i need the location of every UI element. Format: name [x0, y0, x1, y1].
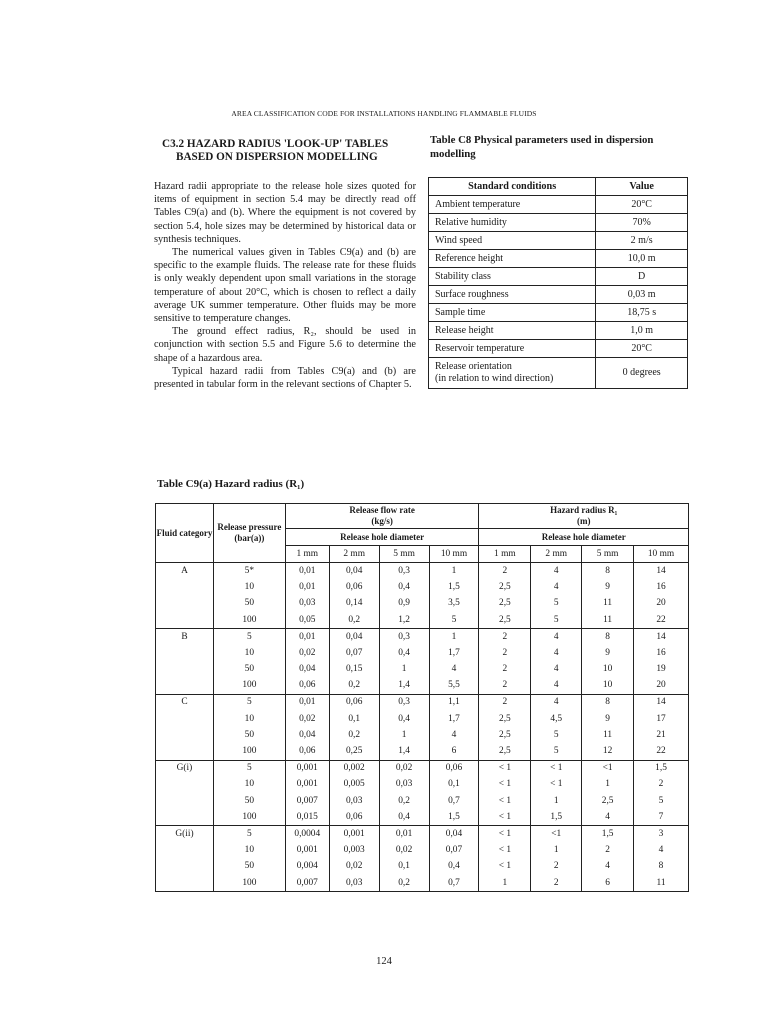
- hazard-radius-cell: <1: [531, 826, 582, 843]
- flow-rate-cell: 0,04: [329, 563, 379, 580]
- fluid-category-cell: [156, 727, 214, 743]
- header-flow-rate-line2: (kg/s): [371, 516, 393, 526]
- table-row: [156, 596, 689, 612]
- condition-cell: Release height: [429, 322, 596, 340]
- table-c8: [428, 177, 688, 389]
- pressure-cell: 10: [213, 580, 285, 596]
- hazard-radius-cell: 2,5: [479, 711, 531, 727]
- hazard-radius-cell: < 1: [479, 843, 531, 859]
- fluid-category-cell: [156, 875, 214, 892]
- fluid-category-cell: A: [156, 563, 214, 580]
- table-row: [429, 196, 688, 214]
- flow-rate-cell: 0,02: [329, 859, 379, 875]
- hazard-radius-cell: 8: [634, 859, 689, 875]
- flow-rate-cell: 1,2: [379, 612, 429, 629]
- flow-rate-cell: 0,007: [285, 793, 329, 809]
- flow-rate-cell: 0,4: [379, 809, 429, 826]
- hazard-radius-cell: 12: [582, 743, 634, 760]
- table-row: [429, 358, 688, 389]
- table-c9a: [155, 503, 689, 892]
- hazard-radius-cell: 11: [582, 612, 634, 629]
- hazard-radius-cell: 20: [634, 678, 689, 695]
- diameter-header: 1 mm: [479, 546, 531, 563]
- flow-rate-cell: 0,3: [379, 694, 429, 711]
- diameter-header: 5 mm: [379, 546, 429, 563]
- header-release-pressure: Release pressure (bar(a)): [213, 504, 285, 563]
- flow-rate-cell: 0,03: [329, 793, 379, 809]
- hazard-radius-cell: 2: [634, 777, 689, 793]
- table-row: [156, 662, 689, 678]
- body-text: [154, 180, 416, 391]
- table-row: [156, 580, 689, 596]
- hazard-radius-cell: 16: [634, 645, 689, 661]
- condition-line1: Release orientation: [435, 361, 512, 372]
- condition-cell: Reservoir temperature: [429, 340, 596, 358]
- hazard-radius-cell: < 1: [479, 760, 531, 777]
- hazard-radius-cell: 2: [479, 563, 531, 580]
- hazard-radius-cell: 5: [531, 727, 582, 743]
- table-row: [156, 678, 689, 695]
- hazard-radius-cell: 2: [531, 859, 582, 875]
- flow-rate-cell: 0,03: [285, 596, 329, 612]
- hazard-radius-cell: 2: [479, 645, 531, 661]
- table-row: [429, 322, 688, 340]
- condition-cell: Ambient temperature: [429, 196, 596, 214]
- pressure-cell: 100: [213, 875, 285, 892]
- hazard-radius-cell: 4: [634, 843, 689, 859]
- flow-rate-cell: 0,005: [329, 777, 379, 793]
- value-cell: 0,03 m: [596, 286, 688, 304]
- flow-rate-cell: 0,001: [285, 843, 329, 859]
- flow-rate-cell: 0,015: [285, 809, 329, 826]
- flow-rate-cell: 0,04: [285, 662, 329, 678]
- hazard-radius-cell: 10: [582, 678, 634, 695]
- flow-rate-cell: 0,1: [379, 859, 429, 875]
- hazard-radius-cell: 14: [634, 694, 689, 711]
- header-hazard-radius-line2: (m): [576, 516, 591, 526]
- table-c9a-body: [156, 563, 689, 892]
- table-row: [429, 214, 688, 232]
- hazard-radius-cell: 5: [531, 596, 582, 612]
- condition-cell: Sample time: [429, 304, 596, 322]
- hazard-radius-cell: < 1: [479, 793, 531, 809]
- header-hole-diameter: Release hole diameter: [479, 529, 689, 546]
- flow-rate-cell: 0,07: [429, 843, 479, 859]
- hazard-radius-cell: 5: [531, 612, 582, 629]
- pressure-cell: 10: [213, 711, 285, 727]
- hazard-radius-cell: 5: [531, 743, 582, 760]
- table-header-row: [429, 178, 688, 196]
- flow-rate-cell: 1: [379, 727, 429, 743]
- hazard-radius-cell: 11: [582, 727, 634, 743]
- table-row: [156, 826, 689, 843]
- flow-rate-cell: 0,001: [285, 760, 329, 777]
- pressure-cell: 5: [213, 694, 285, 711]
- flow-rate-cell: 0,4: [379, 711, 429, 727]
- flow-rate-cell: 0,001: [329, 826, 379, 843]
- hazard-radius-cell: 10: [582, 662, 634, 678]
- table-c8-body: [429, 196, 688, 358]
- hazard-radius-cell: 22: [634, 612, 689, 629]
- hazard-radius-cell: 4: [531, 662, 582, 678]
- hazard-radius-cell: 2,5: [479, 743, 531, 760]
- header-hazard-radius-line1: Hazard radius R₁: [550, 505, 618, 515]
- header-fluid-category: Fluid category: [156, 504, 214, 563]
- table-row: [156, 711, 689, 727]
- fluid-category-cell: G(i): [156, 760, 214, 777]
- hazard-radius-cell: 8: [582, 563, 634, 580]
- flow-rate-cell: 0,02: [379, 843, 429, 859]
- flow-rate-cell: 4: [429, 727, 479, 743]
- flow-rate-cell: 6: [429, 743, 479, 760]
- table-c9a-title: Table C9(a) Hazard radius (R₁): [157, 478, 305, 490]
- flow-rate-cell: 0,14: [329, 596, 379, 612]
- fluid-category-cell: B: [156, 629, 214, 646]
- pressure-cell: 100: [213, 809, 285, 826]
- fluid-category-cell: [156, 843, 214, 859]
- table-row: [429, 340, 688, 358]
- fluid-category-cell: [156, 678, 214, 695]
- pressure-cell: 50: [213, 662, 285, 678]
- table-row: [429, 232, 688, 250]
- hazard-radius-cell: 4: [582, 859, 634, 875]
- running-head: AREA CLASSIFICATION CODE FOR INSTALLATIONS HANDLING FLAMMABLE FLUIDS: [231, 109, 537, 118]
- flow-rate-cell: 1,7: [429, 711, 479, 727]
- flow-rate-cell: 1,4: [379, 678, 429, 695]
- hazard-radius-cell: 2,5: [479, 612, 531, 629]
- flow-rate-cell: 0,01: [285, 580, 329, 596]
- hazard-radius-cell: 2,5: [479, 596, 531, 612]
- table-row: [429, 250, 688, 268]
- value-cell: 1,0 m: [596, 322, 688, 340]
- value-cell: 18,75 s: [596, 304, 688, 322]
- flow-rate-cell: 0,2: [329, 612, 379, 629]
- hazard-radius-cell: 19: [634, 662, 689, 678]
- fluid-category-cell: [156, 662, 214, 678]
- flow-rate-cell: 1,4: [379, 743, 429, 760]
- hazard-radius-cell: 1: [531, 793, 582, 809]
- condition-cell: Surface roughness: [429, 286, 596, 304]
- hazard-radius-cell: 17: [634, 711, 689, 727]
- flow-rate-cell: 0,01: [285, 563, 329, 580]
- hazard-radius-cell: 7: [634, 809, 689, 826]
- header-flow-rate: [285, 504, 479, 529]
- flow-rate-cell: 0,007: [285, 875, 329, 892]
- hazard-radius-cell: < 1: [531, 760, 582, 777]
- table-row: [156, 629, 689, 646]
- pressure-cell: 5: [213, 760, 285, 777]
- hazard-radius-cell: 4: [531, 563, 582, 580]
- fluid-category-cell: [156, 743, 214, 760]
- flow-rate-cell: 0,2: [379, 875, 429, 892]
- hazard-radius-cell: < 1: [479, 809, 531, 826]
- table-row: [156, 809, 689, 826]
- flow-rate-cell: 3,5: [429, 596, 479, 612]
- pressure-cell: 10: [213, 777, 285, 793]
- hazard-radius-cell: 1,5: [531, 809, 582, 826]
- flow-rate-cell: 0,0004: [285, 826, 329, 843]
- diameter-header: 5 mm: [582, 546, 634, 563]
- value-cell: 20°C: [596, 340, 688, 358]
- hazard-radius-cell: 5: [634, 793, 689, 809]
- fluid-category-cell: [156, 612, 214, 629]
- flow-rate-cell: 0,04: [329, 629, 379, 646]
- hazard-radius-cell: 1: [582, 777, 634, 793]
- flow-rate-cell: 0,4: [429, 859, 479, 875]
- flow-rate-cell: 1: [379, 662, 429, 678]
- condition-cell: Stability class: [429, 268, 596, 286]
- table-row: [156, 727, 689, 743]
- hazard-radius-cell: 2: [531, 875, 582, 892]
- flow-rate-cell: 1,5: [429, 809, 479, 826]
- table-row: [429, 304, 688, 322]
- flow-rate-cell: 0,06: [285, 743, 329, 760]
- hazard-radius-cell: 21: [634, 727, 689, 743]
- hazard-radius-cell: 4: [531, 580, 582, 596]
- hazard-radius-cell: 22: [634, 743, 689, 760]
- fluid-category-cell: [156, 580, 214, 596]
- pressure-cell: 5: [213, 629, 285, 646]
- flow-rate-cell: 0,04: [429, 826, 479, 843]
- flow-rate-cell: 0,06: [329, 580, 379, 596]
- hazard-radius-cell: 4: [531, 678, 582, 695]
- fluid-category-cell: [156, 777, 214, 793]
- hazard-radius-cell: 14: [634, 629, 689, 646]
- flow-rate-cell: 0,003: [329, 843, 379, 859]
- table-row: [156, 563, 689, 580]
- flow-rate-cell: 1: [429, 563, 479, 580]
- hazard-radius-cell: 1,5: [582, 826, 634, 843]
- hazard-radius-cell: 4: [531, 694, 582, 711]
- pressure-cell: 50: [213, 793, 285, 809]
- fluid-category-cell: [156, 809, 214, 826]
- diameter-header: 2 mm: [531, 546, 582, 563]
- flow-rate-cell: 1: [429, 629, 479, 646]
- section-title: [162, 138, 430, 164]
- hazard-radius-cell: < 1: [531, 777, 582, 793]
- diameter-header: 10 mm: [429, 546, 479, 563]
- flow-rate-cell: 0,001: [285, 777, 329, 793]
- pressure-cell: 100: [213, 678, 285, 695]
- table-c8-title: Table C8 Physical parameters used in dispersion modelling: [430, 134, 654, 160]
- table-row: [156, 777, 689, 793]
- flow-rate-cell: 5,5: [429, 678, 479, 695]
- table-row: [156, 694, 689, 711]
- hazard-radius-cell: 2,5: [582, 793, 634, 809]
- hazard-radius-cell: 4: [531, 645, 582, 661]
- page-number: 124: [376, 956, 392, 967]
- flow-rate-cell: 0,02: [285, 711, 329, 727]
- hazard-radius-cell: 11: [634, 875, 689, 892]
- flow-rate-cell: 5: [429, 612, 479, 629]
- flow-rate-cell: 0,7: [429, 793, 479, 809]
- value-cell: D: [596, 268, 688, 286]
- pressure-cell: 10: [213, 645, 285, 661]
- hazard-radius-cell: 2: [479, 678, 531, 695]
- flow-rate-cell: 0,01: [379, 826, 429, 843]
- hazard-radius-cell: 1,5: [634, 760, 689, 777]
- hazard-radius-cell: 3: [634, 826, 689, 843]
- flow-rate-cell: 1,1: [429, 694, 479, 711]
- flow-rate-cell: 0,2: [379, 793, 429, 809]
- hazard-radius-cell: 9: [582, 580, 634, 596]
- flow-rate-cell: 0,03: [379, 777, 429, 793]
- flow-rate-cell: 0,7: [429, 875, 479, 892]
- table-row: [156, 875, 689, 892]
- hazard-radius-cell: 2: [479, 662, 531, 678]
- fluid-category-cell: [156, 645, 214, 661]
- pressure-cell: 5: [213, 826, 285, 843]
- hazard-radius-cell: 1: [479, 875, 531, 892]
- flow-rate-cell: 0,4: [379, 645, 429, 661]
- flow-rate-cell: 0,03: [329, 875, 379, 892]
- fluid-category-cell: [156, 859, 214, 875]
- hazard-radius-cell: 2: [582, 843, 634, 859]
- table-row: [156, 760, 689, 777]
- pressure-cell: 100: [213, 743, 285, 760]
- hazard-radius-cell: 2: [479, 694, 531, 711]
- flow-rate-cell: 0,9: [379, 596, 429, 612]
- flow-rate-cell: 0,4: [379, 580, 429, 596]
- flow-rate-cell: 0,2: [329, 727, 379, 743]
- flow-rate-cell: 0,02: [285, 645, 329, 661]
- paragraph: The ground effect radius, R₂, should be used in conjunction with section 5.5 and Figure 5.6 to determine the shape of a hazardous area.: [154, 326, 416, 364]
- flow-rate-cell: 0,05: [285, 612, 329, 629]
- flow-rate-cell: 0,3: [379, 629, 429, 646]
- hazard-radius-cell: 9: [582, 711, 634, 727]
- value-cell: 70%: [596, 214, 688, 232]
- header-flow-rate-line1: Release flow rate: [349, 505, 415, 515]
- pressure-cell: 50: [213, 596, 285, 612]
- table-row: [156, 645, 689, 661]
- hazard-radius-cell: 4,5: [531, 711, 582, 727]
- diameter-header: 2 mm: [329, 546, 379, 563]
- hazard-radius-cell: 6: [582, 875, 634, 892]
- flow-rate-cell: 0,06: [285, 678, 329, 695]
- flow-rate-cell: 0,3: [379, 563, 429, 580]
- flow-rate-cell: 1,5: [429, 580, 479, 596]
- pressure-cell: 10: [213, 843, 285, 859]
- hazard-radius-cell: 14: [634, 563, 689, 580]
- value-cell: 10,0 m: [596, 250, 688, 268]
- hazard-radius-cell: 16: [634, 580, 689, 596]
- hazard-radius-cell: 9: [582, 645, 634, 661]
- header-standard-conditions: Standard conditions: [429, 178, 596, 196]
- pressure-cell: 5*: [213, 563, 285, 580]
- hazard-radius-cell: < 1: [479, 826, 531, 843]
- flow-rate-cell: 0,01: [285, 629, 329, 646]
- hazard-radius-cell: 2,5: [479, 727, 531, 743]
- hazard-radius-cell: 2: [479, 629, 531, 646]
- flow-rate-cell: 0,15: [329, 662, 379, 678]
- hazard-radius-cell: 8: [582, 629, 634, 646]
- fluid-category-cell: [156, 596, 214, 612]
- header-value: Value: [596, 178, 688, 196]
- flow-rate-cell: 0,04: [285, 727, 329, 743]
- hazard-radius-cell: < 1: [479, 777, 531, 793]
- table-row: [429, 286, 688, 304]
- hazard-radius-cell: 2,5: [479, 580, 531, 596]
- hazard-radius-cell: 11: [582, 596, 634, 612]
- fluid-category-cell: [156, 711, 214, 727]
- flow-rate-cell: 0,07: [329, 645, 379, 661]
- paragraph: The numerical values given in Tables C9(a) and (b) are specific to the example fluids. The release rate for these fluids is only weakly dependent upon small variations in the storage temperature of about 20°C, which is chosen to reflect a daily average UK summer temperature. Other fluids may be more sensitive to temperature changes.: [154, 247, 416, 325]
- flow-rate-cell: 0,2: [329, 678, 379, 695]
- header-hole-diameter: Release hole diameter: [285, 529, 479, 546]
- value-cell: 20°C: [596, 196, 688, 214]
- hazard-radius-cell: 1: [531, 843, 582, 859]
- value-cell: 2 m/s: [596, 232, 688, 250]
- pressure-cell: 50: [213, 859, 285, 875]
- hazard-radius-cell: 4: [582, 809, 634, 826]
- hazard-radius-cell: < 1: [479, 859, 531, 875]
- flow-rate-cell: 0,06: [429, 760, 479, 777]
- flow-rate-cell: 0,06: [329, 809, 379, 826]
- condition-cell: Relative humidity: [429, 214, 596, 232]
- condition-line2: (in relation to wind direction): [435, 373, 554, 384]
- flow-rate-cell: 0,002: [329, 760, 379, 777]
- flow-rate-cell: 1,7: [429, 645, 479, 661]
- diameter-header: 10 mm: [634, 546, 689, 563]
- pressure-cell: 100: [213, 612, 285, 629]
- flow-rate-cell: 4: [429, 662, 479, 678]
- table-row: [156, 793, 689, 809]
- flow-rate-cell: 0,004: [285, 859, 329, 875]
- flow-rate-cell: 0,1: [329, 711, 379, 727]
- flow-rate-cell: 0,25: [329, 743, 379, 760]
- section-title-line2: BASED ON DISPERSION MODELLING: [176, 151, 378, 163]
- table-row: [156, 612, 689, 629]
- table-row: [156, 843, 689, 859]
- hazard-radius-cell: 4: [531, 629, 582, 646]
- hazard-radius-cell: 20: [634, 596, 689, 612]
- table-row: [429, 268, 688, 286]
- hazard-radius-cell: 8: [582, 694, 634, 711]
- fluid-category-cell: G(ii): [156, 826, 214, 843]
- paragraph: Hazard radii appropriate to the release hole sizes quoted for items of equipment in section 5.4 may be directly read off Tables C9(a) and (b). Where the equipment is not covered by section 5.4, hole sizes may be determined by historical data or synthesis techniques.: [154, 181, 416, 245]
- pressure-cell: 50: [213, 727, 285, 743]
- flow-rate-cell: 0,06: [329, 694, 379, 711]
- condition-cell: Wind speed: [429, 232, 596, 250]
- hazard-radius-cell: <1: [582, 760, 634, 777]
- condition-cell: Reference height: [429, 250, 596, 268]
- fluid-category-cell: [156, 793, 214, 809]
- fluid-category-cell: C: [156, 694, 214, 711]
- flow-rate-cell: 0,02: [379, 760, 429, 777]
- table-row: [156, 859, 689, 875]
- paragraph: Typical hazard radii from Tables C9(a) and (b) are presented in tabular form in the relevant sections of Chapter 5.: [154, 365, 416, 391]
- table-row: [156, 743, 689, 760]
- value-cell: 0 degrees: [596, 358, 688, 389]
- flow-rate-cell: 0,01: [285, 694, 329, 711]
- flow-rate-cell: 0,1: [429, 777, 479, 793]
- section-title-line1: C3.2 HAZARD RADIUS 'LOOK-UP' TABLES: [162, 138, 389, 150]
- diameter-header: 1 mm: [285, 546, 329, 563]
- header-hazard-radius: [479, 504, 689, 529]
